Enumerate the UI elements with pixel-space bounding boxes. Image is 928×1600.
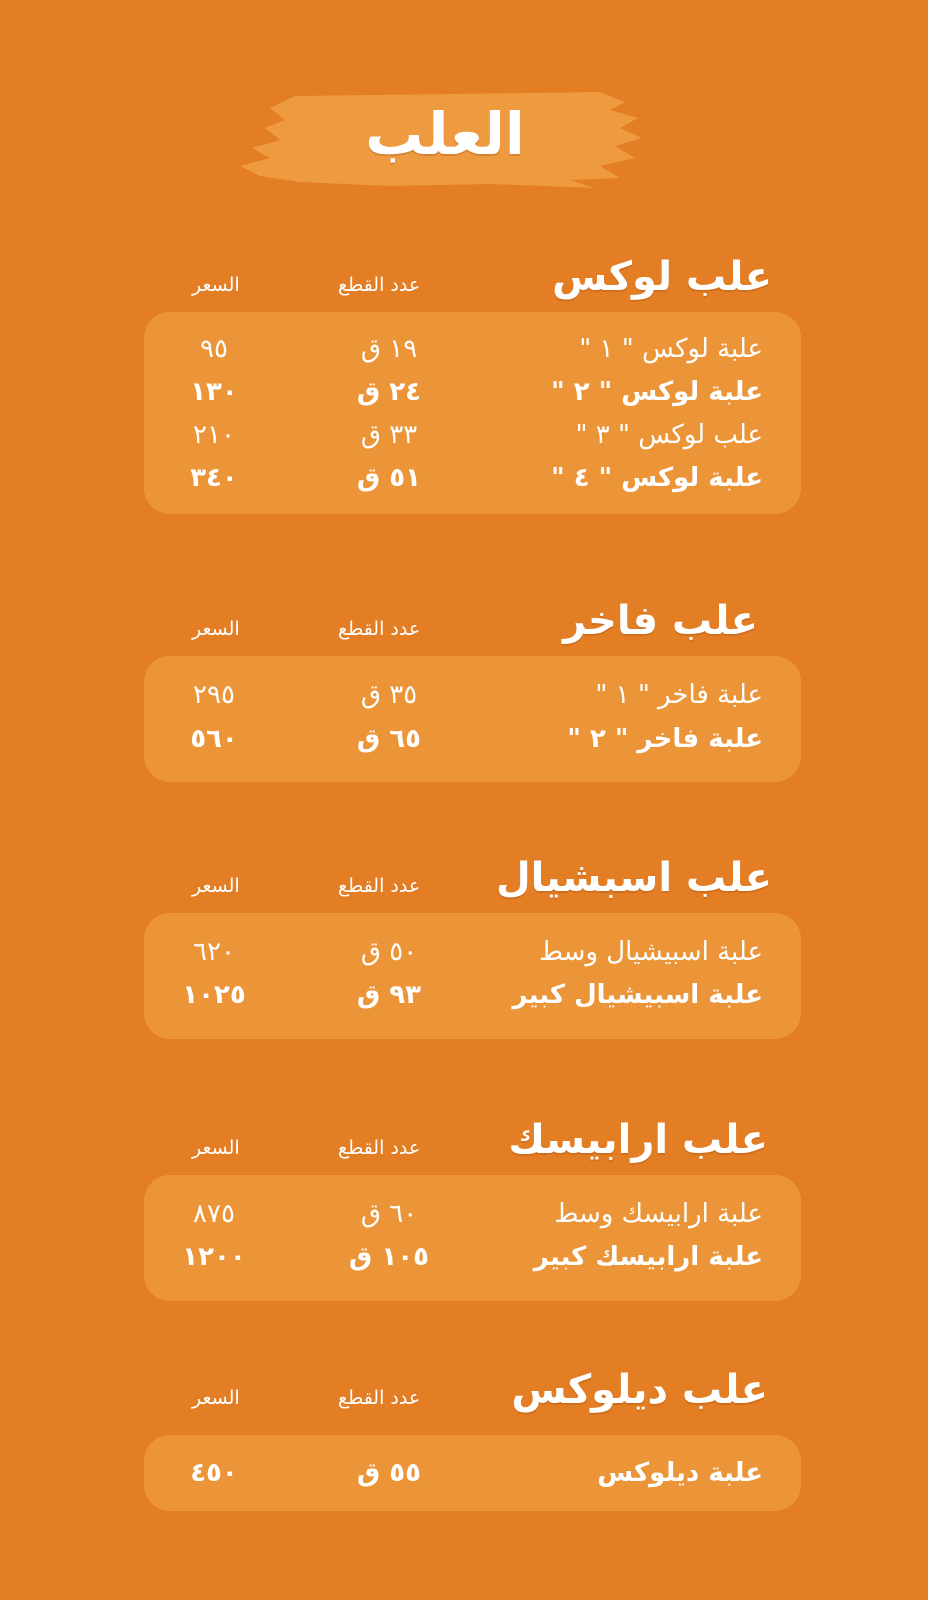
item-price: ٦٢٠	[193, 937, 235, 967]
item-pieces: ٥٠ ق	[360, 937, 418, 967]
item-name: علبة ديلوكس	[597, 1458, 763, 1488]
section-title: علب ديلوكس	[511, 1367, 768, 1413]
price-column-label: السعر	[192, 618, 240, 640]
list-item	[144, 457, 801, 499]
pieces-column-label: عدد القطع	[338, 1387, 421, 1409]
items-card	[144, 913, 801, 1039]
item-price: ٢٩٥	[193, 680, 235, 710]
pieces-column-label: عدد القطع	[338, 875, 421, 897]
item-pieces: ٣٣ ق	[360, 420, 418, 450]
section-title: علب ارابيسك	[508, 1117, 768, 1163]
item-price: ٨٧٥	[193, 1199, 235, 1229]
section-arabesque	[0, 1117, 928, 1272]
item-pieces: ١٩ ق	[360, 334, 418, 364]
item-pieces: ٦٥ ق	[356, 724, 422, 754]
item-name: علبة ارابيسك كبير	[533, 1242, 763, 1272]
price-column-label: السعر	[192, 875, 240, 897]
list-item	[144, 718, 801, 760]
item-name: علبة فاخر " ١ "	[595, 680, 763, 710]
list-item	[144, 1193, 801, 1235]
item-name: علبة فاخر " ٢ "	[567, 724, 763, 754]
list-item	[144, 974, 801, 1016]
item-name: علبة اسبيشيال وسط	[538, 937, 763, 967]
section-fakher	[0, 598, 928, 754]
item-name: علبة ارابيسك وسط	[554, 1199, 763, 1229]
item-name: علبة لوكس " ٢ "	[551, 377, 763, 407]
item-name: علبة لوكس " ٤ "	[551, 463, 763, 493]
section-deluxe	[0, 1367, 928, 1488]
list-item	[144, 1236, 801, 1278]
items-card	[144, 656, 801, 782]
section-title: علب اسبشيال	[495, 855, 772, 901]
items-card	[144, 312, 801, 514]
item-price: ١٠٢٥	[182, 980, 246, 1010]
item-pieces: ٩٣ ق	[356, 980, 422, 1010]
pieces-column-label: عدد القطع	[338, 1137, 421, 1159]
list-item	[144, 414, 801, 456]
price-column-label: السعر	[192, 1137, 240, 1159]
item-price: ٢١٠	[193, 420, 235, 450]
item-pieces: ١٠٥ ق	[349, 1242, 429, 1272]
item-pieces: ٣٥ ق	[360, 680, 418, 710]
pieces-column-label: عدد القطع	[338, 618, 421, 640]
list-item	[144, 328, 801, 370]
item-price: ١٢٠٠	[182, 1242, 246, 1272]
item-pieces: ٥١ ق	[356, 463, 422, 493]
item-price: ٣٤٠	[190, 463, 238, 493]
item-price: ٥٦٠	[190, 724, 238, 754]
section-title: علب فاخر	[563, 598, 758, 644]
section-header	[0, 1367, 928, 1437]
section-special	[0, 855, 928, 1010]
list-item	[144, 1452, 801, 1494]
section-lux	[0, 254, 928, 493]
list-item	[144, 371, 801, 413]
price-column-label: السعر	[192, 1387, 240, 1409]
items-card	[144, 1435, 801, 1511]
item-name: علبة لوكس " ١ "	[579, 334, 763, 364]
list-item	[144, 931, 801, 973]
item-price: ١٣٠	[190, 377, 238, 407]
item-pieces: ٢٤ ق	[356, 377, 422, 407]
items-card	[144, 1175, 801, 1301]
title-banner	[240, 88, 650, 198]
item-pieces: ٦٠ ق	[360, 1199, 418, 1229]
list-item	[144, 674, 801, 716]
price-column-label: السعر	[192, 274, 240, 296]
section-title: علب لوكس	[552, 254, 772, 300]
item-name: علبة اسبيشيال كبير	[512, 980, 763, 1010]
pieces-column-label: عدد القطع	[338, 274, 421, 296]
page-title: العلب	[365, 100, 525, 168]
item-price: ٤٥٠	[190, 1458, 238, 1488]
item-price: ٩٥	[200, 334, 228, 364]
item-name: علب لوكس " ٣ "	[575, 420, 763, 450]
item-pieces: ٥٥ ق	[356, 1458, 422, 1488]
